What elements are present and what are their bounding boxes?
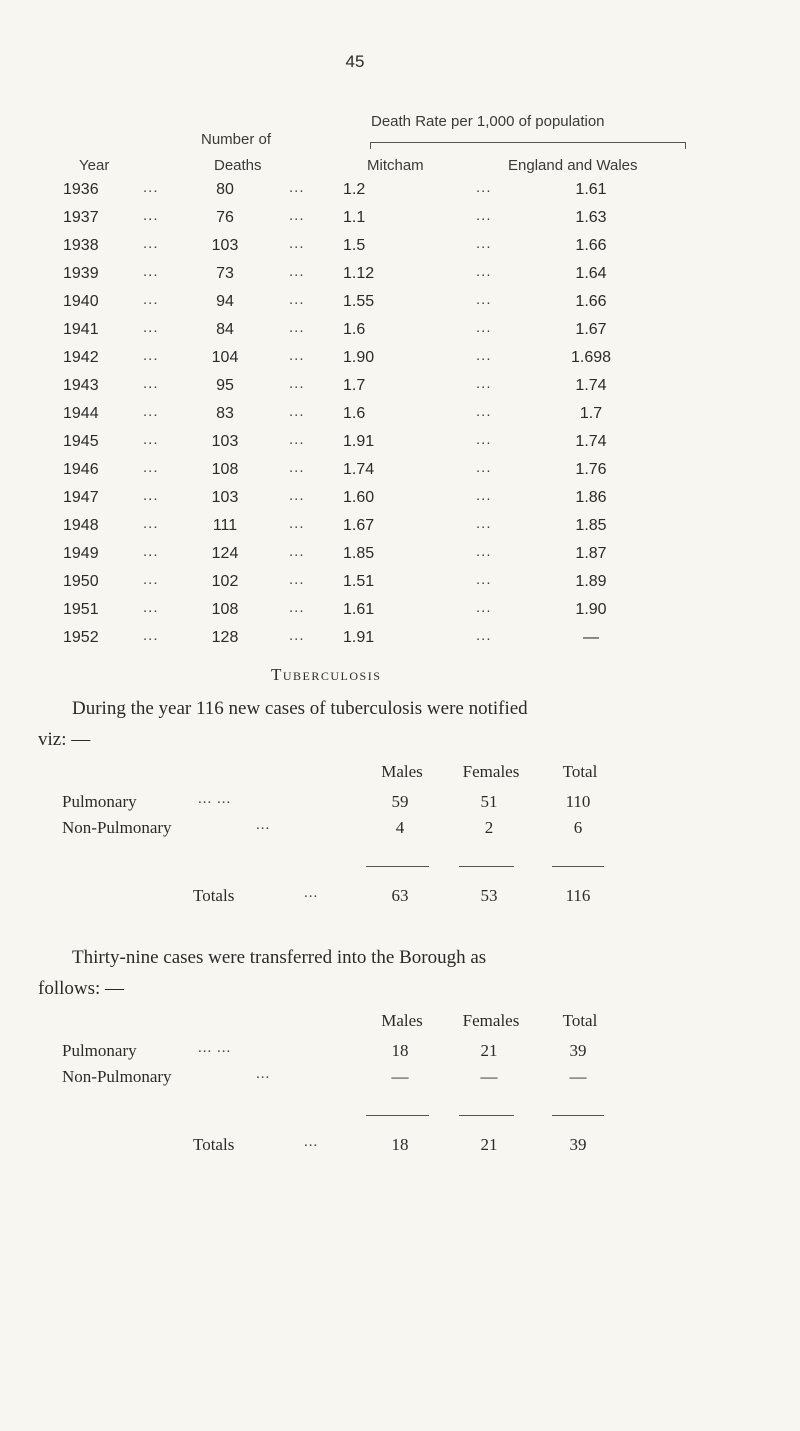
row-england-wales-rate: 1.67 <box>575 321 607 338</box>
row-mitcham-rate: 1.12 <box>343 265 375 282</box>
row-year: 1952 <box>63 629 99 646</box>
col-header-females: Females <box>462 1011 520 1030</box>
cell-females: 51 <box>480 792 498 811</box>
col-header-females: Females <box>462 762 520 781</box>
leader-dots: ... <box>143 599 159 616</box>
leader-dots: ... <box>304 885 319 901</box>
totals-label: Totals <box>193 886 235 905</box>
totals-females: 21 <box>480 1135 498 1154</box>
row-deaths: 95 <box>216 377 234 394</box>
row-england-wales-rate: 1.90 <box>575 601 607 618</box>
leader-dots: ... <box>143 403 159 420</box>
col-header-males: Males <box>381 1011 423 1030</box>
cell-females: — <box>480 1067 498 1086</box>
section-title: Tuberculosis <box>271 665 382 684</box>
row-deaths: 103 <box>211 237 239 254</box>
cell-total: — <box>569 1067 587 1086</box>
leader-dots: ... <box>143 375 159 392</box>
england-wales-header: England and Wales <box>508 157 638 174</box>
row-england-wales-rate: 1.86 <box>575 489 607 506</box>
leader-dots: ... <box>143 235 159 252</box>
leader-dots: ... ... <box>198 791 232 807</box>
paragraph-1-line-2: viz: — <box>38 729 91 750</box>
cell-total: 39 <box>569 1041 587 1060</box>
leader-dots: ... <box>289 403 305 420</box>
mitcham-header: Mitcham <box>367 157 424 174</box>
row-label: Pulmonary <box>62 792 137 811</box>
paragraph-2-line-1: Thirty-nine cases were transferred into the Borough as <box>72 947 487 968</box>
leader-dots: ... <box>143 179 159 196</box>
row-deaths: 94 <box>216 293 234 310</box>
row-year: 1948 <box>63 517 99 534</box>
row-mitcham-rate: 1.91 <box>343 629 375 646</box>
row-year: 1951 <box>63 601 99 618</box>
col-header-males: Males <box>381 762 423 781</box>
row-mitcham-rate: 1.74 <box>343 461 375 478</box>
row-mitcham-rate: 1.6 <box>343 405 366 422</box>
leader-dots: ... <box>476 487 492 504</box>
row-mitcham-rate: 1.61 <box>343 601 375 618</box>
leader-dots: ... <box>476 403 492 420</box>
row-deaths: 111 <box>212 517 238 534</box>
leader-dots: ... <box>289 571 305 588</box>
leader-dots: ... <box>476 235 492 252</box>
leader-dots: ... <box>476 263 492 280</box>
sum-rule <box>552 1115 604 1116</box>
row-deaths: 108 <box>211 601 239 618</box>
sum-rule <box>459 1115 514 1116</box>
totals-label: Totals <box>193 1135 235 1154</box>
row-year: 1946 <box>63 461 99 478</box>
leader-dots: ... <box>476 515 492 532</box>
leader-dots: ... <box>143 459 159 476</box>
leader-dots: ... <box>143 263 159 280</box>
sum-rule <box>459 866 514 867</box>
leader-dots: ... <box>256 817 271 833</box>
cell-females: 21 <box>480 1041 498 1060</box>
row-mitcham-rate: 1.60 <box>343 489 375 506</box>
page-number: 45 <box>345 52 365 71</box>
deaths-header-line2: Deaths <box>214 157 262 174</box>
leader-dots: ... <box>143 515 159 532</box>
leader-dots: ... <box>289 207 305 224</box>
leader-dots: ... <box>143 487 159 504</box>
leader-dots: ... <box>256 1066 271 1082</box>
row-england-wales-rate: 1.74 <box>575 433 607 450</box>
leader-dots: ... <box>143 431 159 448</box>
leader-dots: ... <box>304 1134 319 1150</box>
leader-dots: ... <box>143 347 159 364</box>
leader-dots: ... <box>476 207 492 224</box>
row-year: 1940 <box>63 293 99 310</box>
leader-dots: ... <box>476 179 492 196</box>
leader-dots: ... <box>476 431 492 448</box>
sum-rule <box>366 1115 429 1116</box>
totals-males: 63 <box>391 886 409 905</box>
row-year: 1945 <box>63 433 99 450</box>
row-england-wales-rate: 1.66 <box>575 237 607 254</box>
leader-dots: ... <box>143 291 159 308</box>
row-deaths: 128 <box>211 629 239 646</box>
leader-dots: ... <box>289 627 305 644</box>
row-year: 1936 <box>63 181 99 198</box>
row-england-wales-rate: 1.74 <box>575 377 607 394</box>
year-header: Year <box>79 157 110 174</box>
row-mitcham-rate: 1.1 <box>343 209 366 226</box>
leader-dots: ... <box>289 431 305 448</box>
leader-dots: ... <box>476 571 492 588</box>
row-england-wales-rate: 1.85 <box>575 517 607 534</box>
death-rate-header: Death Rate per 1,000 of population <box>371 113 605 130</box>
leader-dots: ... <box>289 515 305 532</box>
row-year: 1949 <box>63 545 99 562</box>
leader-dots: ... <box>289 319 305 336</box>
paragraph-2-line-2: follows: — <box>38 978 125 999</box>
row-year: 1938 <box>63 237 99 254</box>
leader-dots: ... <box>289 459 305 476</box>
leader-dots: ... <box>476 319 492 336</box>
cell-males: 59 <box>391 792 409 811</box>
leader-dots: ... <box>289 179 305 196</box>
sum-rule <box>552 866 604 867</box>
row-year: 1944 <box>63 405 99 422</box>
deaths-header-line1: Number of <box>201 131 272 148</box>
row-year: 1937 <box>63 209 99 226</box>
row-mitcham-rate: 1.6 <box>343 321 366 338</box>
row-england-wales-rate: 1.66 <box>575 293 607 310</box>
row-deaths: 103 <box>211 489 239 506</box>
row-mitcham-rate: 1.91 <box>343 433 375 450</box>
leader-dots: ... <box>476 627 492 644</box>
cell-males: 4 <box>395 818 405 837</box>
paragraph-1-line-1: During the year 116 new cases of tuberculosis were notified <box>72 698 528 719</box>
leader-dots: ... <box>143 319 159 336</box>
leader-dots: ... <box>143 543 159 560</box>
row-deaths: 84 <box>216 321 234 338</box>
row-label: Pulmonary <box>62 1041 137 1060</box>
row-mitcham-rate: 1.55 <box>343 293 375 310</box>
row-year: 1939 <box>63 265 99 282</box>
row-mitcham-rate: 1.51 <box>343 573 375 590</box>
row-deaths: 103 <box>211 433 239 450</box>
cell-total: 110 <box>565 792 591 811</box>
row-year: 1941 <box>63 321 99 338</box>
totals-females: 53 <box>480 886 498 905</box>
leader-dots: ... <box>289 235 305 252</box>
totals-total: 116 <box>565 886 591 905</box>
cell-males: — <box>391 1067 409 1086</box>
row-deaths: 80 <box>216 181 234 198</box>
leader-dots: ... <box>289 543 305 560</box>
row-england-wales-rate: 1.87 <box>575 545 607 562</box>
leader-dots: ... <box>289 263 305 280</box>
header-brace-left <box>370 142 516 149</box>
leader-dots: ... <box>289 487 305 504</box>
leader-dots: ... <box>289 291 305 308</box>
row-england-wales-rate: 1.63 <box>575 209 607 226</box>
row-deaths: 73 <box>216 265 234 282</box>
row-england-wales-rate: 1.7 <box>579 405 603 422</box>
leader-dots: ... <box>289 599 305 616</box>
row-england-wales-rate: 1.89 <box>575 573 607 590</box>
row-year: 1943 <box>63 377 99 394</box>
leader-dots: ... <box>143 571 159 588</box>
leader-dots: ... <box>476 459 492 476</box>
leader-dots: ... <box>476 599 492 616</box>
row-mitcham-rate: 1.85 <box>343 545 375 562</box>
row-label: Non-Pulmonary <box>62 1067 172 1086</box>
leader-dots: ... <box>476 291 492 308</box>
col-header-total: Total <box>562 762 598 781</box>
leader-dots: ... <box>476 375 492 392</box>
cell-total: 6 <box>573 818 583 837</box>
row-year: 1947 <box>63 489 99 506</box>
row-mitcham-rate: 1.90 <box>343 349 375 366</box>
row-deaths: 102 <box>211 573 239 590</box>
totals-total: 39 <box>569 1135 587 1154</box>
row-mitcham-rate: 1.67 <box>343 517 375 534</box>
leader-dots: ... <box>476 543 492 560</box>
row-england-wales-rate: 1.64 <box>575 265 607 282</box>
cell-females: 2 <box>484 818 494 837</box>
row-year: 1942 <box>63 349 99 366</box>
row-label: Non-Pulmonary <box>62 818 172 837</box>
row-deaths: 76 <box>216 209 234 226</box>
leader-dots: ... <box>143 207 159 224</box>
row-year: 1950 <box>63 573 99 590</box>
row-deaths: 83 <box>216 405 234 422</box>
row-england-wales-rate: 1.76 <box>575 461 607 478</box>
row-mitcham-rate: 1.2 <box>343 181 366 198</box>
leader-dots: ... <box>143 627 159 644</box>
row-mitcham-rate: 1.7 <box>343 377 366 394</box>
row-england-wales-rate: 1.61 <box>575 181 607 198</box>
cell-males: 18 <box>391 1041 409 1060</box>
header-brace-right <box>515 142 686 149</box>
row-deaths: 104 <box>211 349 239 366</box>
row-mitcham-rate: 1.5 <box>343 237 366 254</box>
sum-rule <box>366 866 429 867</box>
totals-males: 18 <box>391 1135 409 1154</box>
leader-dots: ... ... <box>198 1040 232 1056</box>
row-deaths: 124 <box>211 545 239 562</box>
col-header-total: Total <box>562 1011 598 1030</box>
row-deaths: 108 <box>211 461 239 478</box>
leader-dots: ... <box>289 347 305 364</box>
row-england-wales-rate: — <box>583 629 599 646</box>
row-england-wales-rate: 1.698 <box>570 349 612 366</box>
leader-dots: ... <box>476 347 492 364</box>
leader-dots: ... <box>289 375 305 392</box>
